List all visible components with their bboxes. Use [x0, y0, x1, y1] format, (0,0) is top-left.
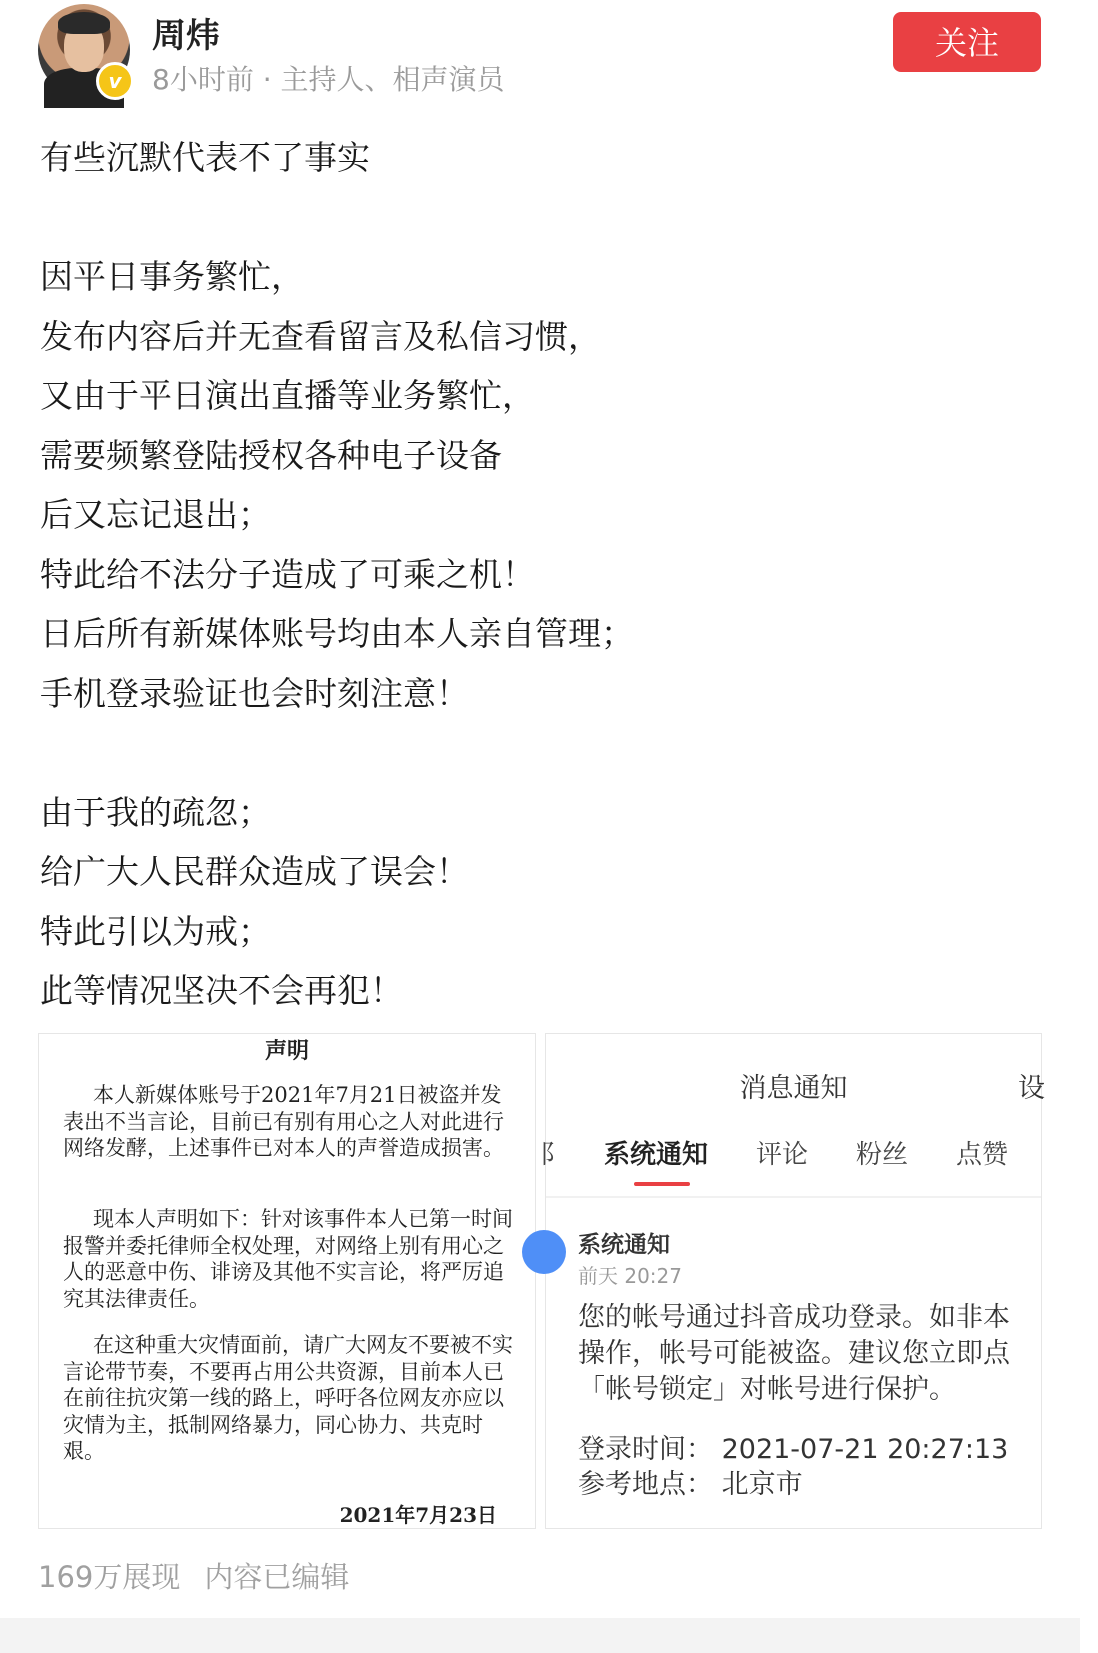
tab-item[interactable]: 评论 — [756, 1140, 809, 1170]
post-line: 特此引以为戒； — [40, 911, 271, 951]
notification-tabs — [540, 1134, 1041, 1178]
statement-date: 2021年7月23日 — [339, 1503, 497, 1527]
tab-item[interactable]: 阝 — [540, 1140, 567, 1170]
view-count: 169万展现 — [38, 1560, 181, 1594]
notice-body-line: 「帐号锁定」对帐号进行保护。 — [578, 1374, 956, 1405]
statement-image[interactable] — [38, 1033, 536, 1529]
post-line: 发布内容后并无查看留言及私信习惯， — [40, 316, 601, 356]
post-line: 由于我的疏忽； — [40, 792, 271, 832]
paragraph-gap — [40, 723, 1040, 783]
post-line: 日后所有新媒体账号均由本人亲自管理； — [40, 614, 634, 653]
notification-image[interactable] — [540, 1033, 1045, 1529]
tab-item[interactable]: 点赞 — [956, 1140, 1009, 1170]
statement-paragraph: 本人新媒体账号于2021年7月21日被盗并发表出不当言论，目前已有别有用心之人对此进行网络发酵，上述事件已对本人的声誉造成损害。 — [63, 1083, 504, 1160]
footer-divider — [0, 1618, 1080, 1653]
tab-item[interactable]: 系统通知 — [604, 1140, 709, 1170]
avatar-hair-shape — [58, 12, 110, 34]
notice-time: 前天 20:27 — [578, 1264, 682, 1288]
post-line: 有些沉默代表不了事实 — [40, 138, 370, 177]
active-tab-indicator — [634, 1182, 690, 1186]
post-line: 特此给不法分子造成了可乘之机！ — [40, 554, 535, 594]
notice-body-line: 操作，帐号可能被盗。建议您立即点 — [578, 1338, 1010, 1369]
statement-paragraph: 在这种重大灾情面前，请广大网友不要被不实言论带节奏，不要再占用公共资源，目前本人已在前往抗灾第一线的路上，呼吁各位网友亦应以灾情为主，抵制网络暴力，同心协力、共克时艰。 — [63, 1333, 513, 1463]
follow-button[interactable]: 关注 — [893, 12, 1041, 72]
edited-label: 内容已编辑 — [204, 1560, 350, 1594]
post-stats — [38, 1555, 349, 1596]
post-meta: 8小时前 · 主持人、相声演员 — [152, 63, 505, 96]
post-line: 因平日事务繁忙， — [40, 257, 304, 296]
post-body — [40, 128, 1040, 1021]
notice-avatar-icon — [522, 1230, 566, 1274]
statement-paragraph: 现本人声明如下：针对该事件本人已第一时间报警并委托律师全权处理，对网络上别有用心之人的恶意中伤、诽谤及其他不实言论，将严厉追究其法律责任。 — [63, 1207, 513, 1311]
notice-body — [578, 1300, 1098, 1408]
post-line: 后又忘记退出； — [40, 495, 271, 534]
post-line: 手机登录验证也会时刻注意！ — [40, 673, 469, 713]
post-header — [0, 0, 1080, 110]
post-line: 此等情况坚决不会再犯！ — [40, 971, 403, 1010]
paragraph-gap — [40, 188, 1040, 248]
verified-badge-icon: v — [96, 62, 134, 100]
notice-body-line: 您的帐号通过抖音成功登录。如非本 — [578, 1302, 1010, 1333]
username[interactable]: 周炜 — [152, 16, 220, 56]
post-line: 又由于平日演出直播等业务繁忙， — [40, 376, 535, 415]
statement-title: 声明 — [264, 1038, 309, 1064]
notification-nav-cut-text: 设 — [1018, 1073, 1045, 1104]
post-images — [38, 1033, 1045, 1529]
login-location: 参考地点： 北京市 — [578, 1469, 803, 1500]
post-line: 需要频繁登陆授权各种电子设备 — [40, 435, 502, 475]
login-time: 登录时间： 2021-07-21 20:27:13 — [578, 1434, 1009, 1465]
tab-item[interactable]: 粉丝 — [856, 1140, 909, 1170]
notification-nav-title: 消息通知 — [739, 1073, 848, 1104]
post-line: 给广大人民群众造成了误会！ — [40, 852, 469, 891]
divider — [546, 1196, 1041, 1198]
notice-title: 系统通知 — [578, 1232, 670, 1258]
